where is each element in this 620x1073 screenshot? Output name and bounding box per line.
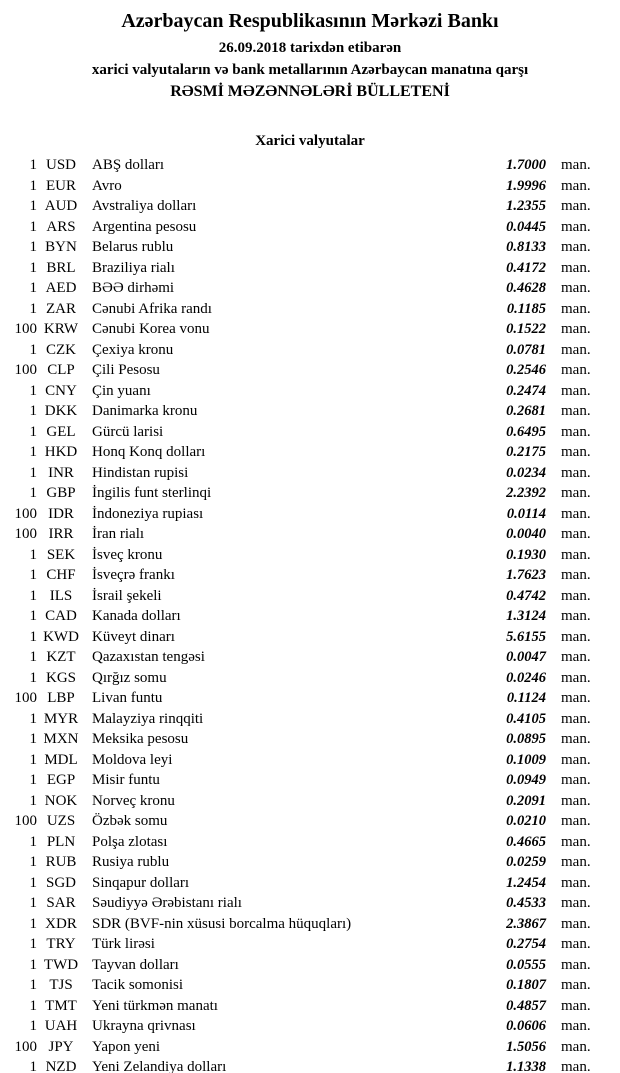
rate-cell: 0.6495: [506, 423, 546, 440]
table-row: [0, 565, 620, 586]
currency-code-cell: HKD: [44, 444, 78, 460]
currency-name-cell: Avstraliya dolları: [92, 198, 197, 214]
currency-code-cell: SAR: [46, 895, 76, 911]
currency-name-cell: Tayvan dolları: [92, 956, 179, 973]
rate-cell: 2.3867: [506, 915, 546, 932]
table-row: [0, 237, 620, 258]
quantity-cell: 1: [29, 1018, 37, 1034]
unit-cell: man.: [561, 444, 591, 460]
currency-name-cell: ABŞ dolları: [92, 157, 165, 173]
quantity-cell: 100: [14, 690, 37, 706]
unit-cell: man.: [561, 239, 591, 255]
quantity-cell: 1: [29, 772, 37, 788]
currency-name-cell: İsveçrə frankı: [92, 567, 175, 583]
quantity-cell: 1: [29, 341, 37, 358]
currency-name-cell: Livan funtu: [92, 690, 163, 706]
rate-cell: 0.1009: [506, 751, 546, 768]
table-row: [0, 750, 620, 771]
currency-code-cell: BYN: [45, 239, 77, 255]
currency-name-cell: Çexiya kronu: [92, 341, 174, 358]
quantity-cell: 1: [29, 423, 37, 440]
unit-cell: man.: [561, 321, 591, 337]
rate-cell: 0.0259: [506, 854, 546, 870]
currency-name-cell: Yeni Zelandiya dolları: [92, 1059, 227, 1073]
rate-cell: 1.2355: [506, 198, 546, 214]
table-row: [0, 1037, 620, 1058]
currency-name-cell: Sinqapur dolları: [92, 874, 190, 891]
rate-cell: 2.2392: [506, 485, 546, 501]
currency-code-cell: TWD: [43, 956, 79, 973]
unit-cell: man.: [561, 280, 591, 296]
currency-code-cell: TJS: [49, 977, 73, 993]
currency-code-cell: BRL: [46, 259, 76, 276]
currency-code-cell: TMT: [45, 997, 77, 1014]
table-row: [0, 832, 620, 853]
currency-name-cell: İndoneziya rupiası: [92, 505, 204, 522]
currency-name-cell: İran rialı: [92, 526, 145, 542]
table-row: [0, 688, 620, 709]
rate-cell: 0.2474: [506, 382, 546, 399]
currency-name-cell: Cənubi Korea vonu: [92, 321, 210, 337]
quantity-cell: 1: [29, 710, 37, 727]
rate-cell: 0.4628: [506, 280, 546, 296]
table-row: [0, 586, 620, 607]
currency-table: [0, 155, 620, 1073]
currency-code-cell: INR: [48, 464, 74, 481]
currency-code-cell: CZK: [46, 341, 76, 358]
quantity-cell: 1: [29, 977, 37, 993]
currency-name-cell: Danimarka kronu: [92, 403, 198, 419]
unit-cell: man.: [561, 341, 591, 358]
currency-code-cell: SGD: [45, 874, 76, 891]
quantity-cell: 1: [29, 157, 37, 173]
rate-cell: 0.2546: [506, 362, 546, 378]
unit-cell: man.: [561, 628, 591, 645]
currency-code-cell: MXN: [43, 731, 79, 747]
currency-name-cell: Qırğız somu: [92, 669, 167, 686]
quantity-cell: 1: [29, 997, 37, 1014]
currency-code-cell: KZT: [46, 649, 76, 665]
table-row: [0, 442, 620, 463]
currency-code-cell: ARS: [46, 218, 76, 235]
unit-cell: man.: [561, 710, 591, 727]
currency-name-cell: Ukrayna qrivnası: [92, 1018, 196, 1034]
rate-cell: 1.9996: [506, 177, 546, 194]
quantity-cell: 1: [29, 587, 37, 604]
table-row: [0, 791, 620, 812]
quantity-cell: 1: [29, 177, 37, 194]
currency-name-cell: İsrail şekeli: [92, 587, 162, 604]
rate-cell: 0.1124: [506, 690, 546, 706]
unit-cell: man.: [561, 177, 591, 194]
rate-cell: 0.1522: [506, 321, 546, 337]
quantity-cell: 1: [29, 731, 37, 747]
rate-cell: 0.0040: [506, 526, 546, 542]
rate-cell: 0.0606: [506, 1018, 546, 1034]
unit-cell: man.: [561, 813, 591, 829]
currency-name-cell: Çili Pesosu: [92, 362, 160, 378]
table-row: [0, 401, 620, 422]
currency-name-cell: SDR (BVF-nin xüsusi borcalma hüquqları): [92, 915, 352, 932]
currency-code-cell: KWD: [43, 628, 79, 645]
quantity-cell: 100: [14, 505, 37, 522]
rate-cell: 0.8133: [506, 239, 546, 255]
currency-code-cell: SEK: [46, 546, 76, 563]
currency-code-cell: LBP: [47, 690, 75, 706]
quantity-cell: 100: [14, 321, 37, 337]
currency-name-cell: Kanada dolları: [92, 608, 181, 624]
effective-date-line: 26.09.2018 tarixdən etibarən: [218, 40, 402, 56]
currency-name-cell: Qazaxıstan tengəsi: [92, 649, 205, 665]
currency-name-cell: Gürcü larisi: [92, 423, 164, 440]
table-row: [0, 668, 620, 689]
rate-cell: 0.4857: [506, 997, 546, 1014]
rate-cell: 0.4533: [506, 895, 546, 911]
unit-cell: man.: [561, 587, 591, 604]
currency-code-cell: XDR: [45, 915, 77, 932]
currency-code-cell: MYR: [43, 710, 79, 727]
quantity-cell: 1: [29, 1059, 37, 1073]
currency-code-cell: CAD: [45, 608, 77, 624]
rate-cell: 0.2091: [506, 792, 546, 809]
rate-cell: 0.0246: [506, 669, 546, 686]
table-row: [0, 381, 620, 402]
rate-cell: 0.0445: [506, 218, 546, 235]
rate-cell: 1.2454: [506, 874, 546, 891]
currency-name-cell: Braziliya rialı: [92, 259, 175, 276]
currency-code-cell: JPY: [48, 1038, 74, 1055]
unit-cell: man.: [561, 300, 591, 317]
quantity-cell: 1: [29, 198, 37, 214]
rate-cell: 0.1807: [506, 977, 546, 993]
rate-cell: 0.1185: [506, 300, 546, 317]
quantity-cell: 100: [14, 1038, 37, 1055]
table-row: [0, 155, 620, 176]
unit-cell: man.: [561, 505, 591, 522]
table-row: [0, 196, 620, 217]
currency-code-cell: UAH: [44, 1018, 78, 1034]
quantity-cell: 1: [29, 936, 37, 952]
currency-name-cell: Özbək somu: [92, 813, 168, 829]
table-row: [0, 1057, 620, 1073]
currency-name-cell: İngilis funt sterlinqi: [92, 485, 212, 501]
unit-cell: man.: [561, 731, 591, 747]
table-row: [0, 524, 620, 545]
table-row: [0, 955, 620, 976]
rate-cell: 0.2681: [506, 403, 546, 419]
table-row: [0, 504, 620, 525]
quantity-cell: 1: [29, 915, 37, 932]
table-row: [0, 176, 620, 197]
rate-cell: 0.0555: [506, 956, 546, 973]
quantity-cell: 1: [29, 485, 37, 501]
quantity-cell: 1: [29, 444, 37, 460]
unit-cell: man.: [561, 1059, 591, 1073]
unit-cell: man.: [561, 895, 591, 911]
rate-cell: 5.6155: [506, 628, 546, 645]
currency-code-cell: PLN: [46, 833, 76, 850]
currency-code-cell: CLP: [47, 362, 75, 378]
unit-cell: man.: [561, 936, 591, 952]
rate-cell: 1.7623: [506, 567, 546, 583]
document-header: [0, 8, 620, 103]
currency-code-cell: IDR: [48, 505, 74, 522]
table-row: [0, 278, 620, 299]
table-row: [0, 893, 620, 914]
unit-cell: man.: [561, 772, 591, 788]
currency-code-cell: KRW: [43, 321, 79, 337]
table-row: [0, 627, 620, 648]
quantity-cell: 1: [29, 895, 37, 911]
currency-name-cell: Türk lirəsi: [92, 936, 155, 952]
table-row: [0, 483, 620, 504]
quantity-cell: 1: [29, 608, 37, 624]
currency-code-cell: AUD: [44, 198, 78, 214]
rate-cell: 1.1338: [506, 1059, 546, 1073]
quantity-cell: 1: [29, 792, 37, 809]
currency-name-cell: Honq Konq dolları: [92, 444, 206, 460]
currency-name-cell: Yapon yeni: [92, 1038, 161, 1055]
table-row: [0, 422, 620, 443]
document-subtitle: xarici valyutaların və bank metallarının Azərbaycan manatına qarşı: [91, 62, 529, 78]
currency-name-cell: Norveç kronu: [92, 792, 175, 809]
rate-cell: 1.5056: [506, 1038, 546, 1055]
currency-name-cell: Tacik somonisi: [92, 977, 184, 993]
currency-code-cell: UZS: [46, 813, 76, 829]
unit-cell: man.: [561, 1018, 591, 1034]
quantity-cell: 1: [29, 956, 37, 973]
quantity-cell: 1: [29, 751, 37, 768]
unit-cell: man.: [561, 915, 591, 932]
currency-code-cell: EUR: [46, 177, 76, 194]
unit-cell: man.: [561, 485, 591, 501]
rate-cell: 0.0114: [506, 505, 546, 522]
table-row: [0, 340, 620, 361]
quantity-cell: 1: [29, 259, 37, 276]
currency-name-cell: Çin yuanı: [92, 382, 151, 399]
rate-cell: 0.4665: [506, 833, 546, 850]
bank-title: Azərbaycan Respublikasının Mərkəzi Bankı: [121, 10, 499, 32]
rate-cell: 0.0210: [506, 813, 546, 829]
currency-name-cell: Polşa zlotası: [92, 833, 168, 850]
unit-cell: man.: [561, 218, 591, 235]
rate-cell: 0.0781: [506, 341, 546, 358]
unit-cell: man.: [561, 997, 591, 1014]
table-row: [0, 852, 620, 873]
table-row: [0, 770, 620, 791]
currency-code-cell: KGS: [45, 669, 76, 686]
rate-cell: 0.0895: [506, 731, 546, 747]
currency-name-cell: Misir funtu: [92, 772, 160, 788]
currency-code-cell: CHF: [46, 567, 76, 583]
table-row: [0, 647, 620, 668]
currency-name-cell: Belarus rublu: [92, 239, 174, 255]
table-row: [0, 934, 620, 955]
unit-cell: man.: [561, 792, 591, 809]
quantity-cell: 1: [29, 546, 37, 563]
quantity-cell: 1: [29, 300, 37, 317]
quantity-cell: 1: [29, 628, 37, 645]
rate-cell: 0.4105: [506, 710, 546, 727]
quantity-cell: 1: [29, 464, 37, 481]
quantity-cell: 1: [29, 382, 37, 399]
quantity-cell: 100: [14, 813, 37, 829]
quantity-cell: 1: [29, 669, 37, 686]
table-row: [0, 545, 620, 566]
unit-cell: man.: [561, 382, 591, 399]
table-row: [0, 299, 620, 320]
currency-code-cell: AED: [45, 280, 77, 296]
rate-cell: 1.7000: [506, 157, 546, 173]
table-row: [0, 914, 620, 935]
table-row: [0, 873, 620, 894]
rate-cell: 0.4172: [506, 259, 546, 276]
rate-cell: 0.4742: [506, 587, 546, 604]
quantity-cell: 1: [29, 649, 37, 665]
currency-name-cell: Hindistan rupisi: [92, 464, 189, 481]
table-row: [0, 606, 620, 627]
currency-code-cell: IRR: [48, 526, 74, 542]
table-row: [0, 319, 620, 340]
quantity-cell: 1: [29, 567, 37, 583]
table-row: [0, 258, 620, 279]
unit-cell: man.: [561, 649, 591, 665]
currency-name-cell: Küveyt dinarı: [92, 628, 175, 645]
rate-cell: 0.2754: [506, 936, 546, 952]
currency-name-cell: İsveç kronu: [92, 546, 163, 563]
unit-cell: man.: [561, 751, 591, 768]
table-row: [0, 811, 620, 832]
currency-code-cell: NZD: [45, 1059, 77, 1073]
unit-cell: man.: [561, 608, 591, 624]
currency-name-cell: Səudiyyə Ərəbistanı rialı: [92, 895, 242, 911]
table-row: [0, 996, 620, 1017]
unit-cell: man.: [561, 833, 591, 850]
table-row: [0, 975, 620, 996]
quantity-cell: 1: [29, 218, 37, 235]
currency-name-cell: Yeni türkmən manatı: [92, 997, 218, 1014]
unit-cell: man.: [561, 669, 591, 686]
quantity-cell: 100: [14, 526, 37, 542]
currency-name-cell: Meksika pesosu: [92, 731, 189, 747]
unit-cell: man.: [561, 423, 591, 440]
table-row: [0, 1016, 620, 1037]
currency-name-cell: Avro: [92, 177, 122, 194]
unit-cell: man.: [561, 1038, 591, 1055]
unit-cell: man.: [561, 403, 591, 419]
unit-cell: man.: [561, 690, 591, 706]
table-row: [0, 217, 620, 238]
unit-cell: man.: [561, 198, 591, 214]
rate-cell: 0.0949: [506, 772, 546, 788]
quantity-cell: 1: [29, 854, 37, 870]
unit-cell: man.: [561, 874, 591, 891]
quantity-cell: 1: [29, 874, 37, 891]
unit-cell: man.: [561, 854, 591, 870]
unit-cell: man.: [561, 526, 591, 542]
currency-code-cell: ZAR: [46, 300, 76, 317]
currency-code-cell: GEL: [46, 423, 76, 440]
currency-code-cell: EGP: [46, 772, 76, 788]
unit-cell: man.: [561, 464, 591, 481]
currency-code-cell: RUB: [45, 854, 77, 870]
table-row: [0, 709, 620, 730]
unit-cell: man.: [561, 546, 591, 563]
rate-cell: 1.3124: [506, 608, 546, 624]
unit-cell: man.: [561, 259, 591, 276]
table-row: [0, 463, 620, 484]
quantity-cell: 1: [29, 239, 37, 255]
rate-cell: 0.2175: [506, 444, 546, 460]
currency-code-cell: USD: [45, 157, 76, 173]
unit-cell: man.: [561, 567, 591, 583]
currency-code-cell: MDL: [44, 751, 78, 768]
unit-cell: man.: [561, 157, 591, 173]
rate-cell: 0.0234: [506, 464, 546, 481]
currency-code-cell: GBP: [46, 485, 76, 501]
section-title-foreign-currencies: Xarici valyutalar: [255, 133, 365, 149]
unit-cell: man.: [561, 956, 591, 973]
bulletin-title: RƏSMİ MƏZƏNNƏLƏRİ BÜLLETENİ: [170, 83, 450, 100]
currency-name-cell: Moldova leyi: [92, 751, 173, 768]
currency-code-cell: NOK: [44, 792, 78, 809]
currency-code-cell: DKK: [44, 403, 78, 419]
table-row: [0, 360, 620, 381]
currency-name-cell: Cənubi Afrika randı: [92, 300, 212, 317]
quantity-cell: 100: [14, 362, 37, 378]
rate-cell: 0.1930: [506, 546, 546, 563]
currency-name-cell: Argentina pesosu: [92, 218, 197, 235]
currency-code-cell: TRY: [46, 936, 76, 952]
currency-code-cell: ILS: [49, 587, 73, 604]
unit-cell: man.: [561, 977, 591, 993]
currency-code-cell: CNY: [45, 382, 77, 399]
quantity-cell: 1: [29, 833, 37, 850]
unit-cell: man.: [561, 362, 591, 378]
currency-name-cell: BƏƏ dirhəmi: [92, 280, 175, 296]
quantity-cell: 1: [29, 280, 37, 296]
currency-name-cell: Malayziya rinqqiti: [92, 710, 204, 727]
currency-name-cell: Rusiya rublu: [92, 854, 170, 870]
quantity-cell: 1: [29, 403, 37, 419]
table-row: [0, 729, 620, 750]
rate-cell: 0.0047: [506, 649, 546, 665]
